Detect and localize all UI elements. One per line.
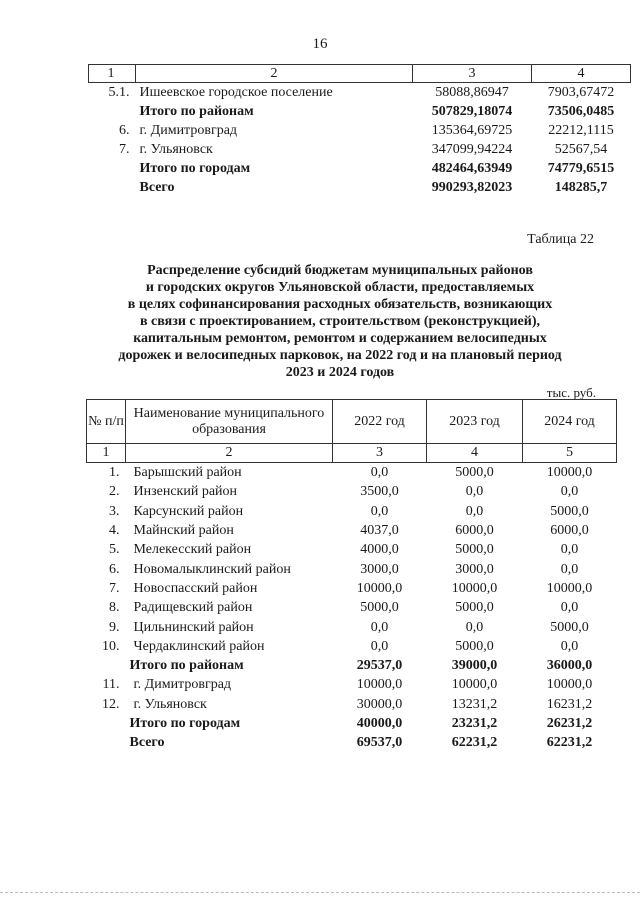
row-number: 6. — [109, 561, 120, 577]
row-name: г. Димитровград — [139, 123, 238, 138]
row-value-2022: 4000,0 — [360, 542, 399, 558]
row-value-col4: 73506,0485 — [547, 104, 615, 119]
row-value-2023: 6000,0 — [455, 523, 494, 539]
table-title — [80, 262, 600, 381]
row-value-2024: 0,0 — [560, 561, 579, 577]
row-number: 3. — [109, 503, 120, 519]
row-name: Цильнинский район — [133, 619, 254, 635]
row-value-2022: 4037,0 — [360, 523, 399, 539]
row-value-2024: 26231,2 — [546, 716, 593, 731]
index-cell: 2 — [126, 444, 333, 463]
row-number: 8. — [109, 600, 120, 616]
row-value-2023: 5000,0 — [455, 542, 494, 558]
row-value-2024: 5000,0 — [550, 503, 589, 519]
table-row — [89, 178, 631, 197]
row-name: Радищевский район — [133, 600, 253, 616]
row-value-2024: 10000,0 — [546, 465, 593, 481]
header-2024: 2024 год — [523, 400, 617, 444]
row-number — [87, 714, 126, 733]
row-number — [89, 102, 136, 121]
header-name: Наименование муниципального образования — [126, 400, 333, 444]
row-number: 4. — [109, 523, 120, 539]
title-line: в целях софинансирования расходных обязательств, возникающих — [127, 297, 553, 312]
subsidy-table-index-row — [87, 444, 617, 463]
row-value-2024: 62231,2 — [546, 735, 593, 751]
index-cell: 4 — [427, 444, 523, 463]
col-index-4: 4 — [532, 65, 631, 83]
row-value-2024: 0,0 — [560, 484, 579, 500]
row-number — [87, 656, 126, 675]
row-number: 6. — [119, 123, 130, 138]
table-row — [87, 617, 617, 636]
table-row — [89, 140, 631, 159]
row-number: 7. — [109, 580, 120, 596]
table-row — [87, 482, 617, 501]
row-value-2024: 36000,0 — [546, 658, 593, 674]
row-name: Итого по районам — [139, 104, 254, 119]
title-line: капитальным ремонтом, ремонтом и содержанием велосипедных — [133, 331, 547, 346]
table-row — [87, 463, 617, 483]
row-number — [89, 159, 136, 178]
page-number: 16 — [312, 36, 328, 52]
row-value-2023: 62231,2 — [451, 735, 498, 751]
title-line: дорожек и велосипедных парковок, на 2022 год и на плановый период — [118, 348, 562, 363]
row-number: 11. — [102, 677, 120, 693]
title-line: Распределение субсидий бюджетам муниципальных районов — [147, 263, 533, 278]
row-value-2023: 10000,0 — [451, 677, 498, 693]
row-name: Инзенский район — [133, 484, 238, 500]
table-row — [87, 540, 617, 559]
row-value-2023: 0,0 — [465, 503, 484, 519]
row-value-2023: 0,0 — [465, 619, 484, 635]
row-value-2022: 30000,0 — [356, 696, 403, 712]
table-row — [87, 714, 617, 733]
row-value-2024: 5000,0 — [550, 619, 589, 635]
subsidy-table-header — [87, 400, 617, 444]
row-value-2023: 3000,0 — [455, 561, 494, 577]
row-value-col3: 135364,69725 — [431, 123, 513, 138]
row-value-col4: 22212,1115 — [548, 123, 614, 138]
row-value-2024: 0,0 — [560, 638, 579, 654]
table-row — [87, 637, 617, 656]
table-row — [87, 695, 617, 714]
row-name: Новоспасский район — [133, 580, 258, 596]
index-cell: 5 — [523, 444, 617, 463]
row-value-2023: 5000,0 — [455, 600, 494, 616]
row-value-2022: 40000,0 — [356, 716, 403, 731]
row-value-2024: 0,0 — [560, 600, 579, 616]
row-value-2023: 0,0 — [465, 484, 484, 500]
table-row — [89, 83, 631, 103]
row-value-2022: 3500,0 — [360, 484, 399, 500]
table-label: Таблица 22 — [527, 232, 594, 247]
row-name: г. Ульяновск — [139, 142, 213, 157]
units-label: тыс. руб. — [546, 385, 596, 400]
row-number: 9. — [109, 619, 120, 635]
row-value-2023: 5000,0 — [455, 465, 494, 481]
row-number: 5.1. — [108, 85, 130, 100]
row-value-2022: 10000,0 — [356, 580, 403, 596]
row-name: Итого по районам — [129, 658, 244, 674]
table-row — [87, 579, 617, 598]
row-number: 2. — [109, 484, 120, 500]
row-value-col3: 58088,86947 — [435, 85, 509, 100]
continuation-table — [88, 64, 631, 197]
table-row — [89, 159, 631, 178]
table-row — [87, 733, 617, 752]
row-value-2023: 39000,0 — [451, 658, 498, 674]
title-line: в связи с проектированием, строительством (реконструкцией), — [140, 314, 540, 329]
table-row — [87, 598, 617, 617]
row-name: Карсунский район — [133, 503, 244, 519]
table-row — [87, 656, 617, 675]
row-value-col3: 482464,63949 — [431, 161, 513, 176]
table-row — [89, 102, 631, 121]
row-value-2022: 0,0 — [370, 465, 389, 481]
title-line: и городских округов Ульяновской области, предоставляемых — [145, 280, 535, 295]
row-name: Майнский район — [133, 523, 234, 539]
row-name: Всего — [129, 735, 165, 751]
page-bottom-edge — [0, 892, 640, 893]
row-name: Новомалыклинский район — [133, 561, 291, 577]
row-value-2023: 10000,0 — [451, 580, 498, 596]
row-name: г. Димитровград — [133, 677, 232, 693]
row-number: 12. — [102, 696, 120, 712]
row-number: 7. — [119, 142, 130, 157]
col-index-2: 2 — [136, 65, 413, 83]
col-index-1: 1 — [89, 65, 136, 83]
table-row — [89, 121, 631, 140]
header-num: № п/п — [87, 400, 126, 444]
row-value-2022: 69537,0 — [356, 735, 403, 751]
row-number: 10. — [102, 638, 120, 654]
table-row — [87, 559, 617, 578]
header-2022: 2022 год — [333, 400, 427, 444]
row-value-col4: 7903,67472 — [547, 85, 615, 100]
table-row — [87, 502, 617, 521]
row-value-2023: 5000,0 — [455, 638, 494, 654]
row-name: Чердаклинский район — [133, 638, 265, 654]
row-name: Всего — [139, 180, 175, 195]
row-name: Итого по городам — [139, 161, 251, 176]
row-value-2024: 6000,0 — [550, 523, 589, 539]
row-value-2023: 23231,2 — [451, 716, 498, 731]
col-index-3: 3 — [413, 65, 532, 83]
row-value-col3: 507829,18074 — [431, 104, 513, 119]
row-number — [89, 178, 136, 197]
row-name: Ишеевское городское поселение — [139, 85, 333, 100]
table-row — [87, 521, 617, 540]
row-value-2022: 10000,0 — [356, 677, 403, 693]
row-number — [87, 733, 126, 752]
row-value-2024: 0,0 — [560, 542, 579, 558]
index-cell: 1 — [87, 444, 126, 463]
continuation-table-header — [89, 65, 631, 83]
row-name: г. Ульяновск — [133, 696, 207, 712]
subsidy-table — [86, 399, 617, 752]
row-name: Итого по городам — [129, 716, 241, 731]
row-value-2022: 29537,0 — [356, 658, 403, 674]
row-number: 1. — [109, 465, 120, 481]
row-name: Мелекесский район — [133, 542, 252, 558]
row-value-2022: 3000,0 — [360, 561, 399, 577]
row-value-col4: 52567,54 — [554, 142, 608, 157]
row-value-2022: 0,0 — [370, 638, 389, 654]
row-value-col4: 148285,7 — [554, 180, 608, 195]
row-value-2024: 16231,2 — [546, 696, 593, 712]
row-value-2022: 5000,0 — [360, 600, 399, 616]
row-number: 5. — [109, 542, 120, 558]
index-cell: 3 — [333, 444, 427, 463]
table-row — [87, 675, 617, 694]
row-value-2023: 13231,2 — [451, 696, 498, 712]
row-value-col3: 347099,94224 — [431, 142, 513, 157]
row-value-2024: 10000,0 — [546, 580, 593, 596]
row-value-2022: 0,0 — [370, 503, 389, 519]
title-line: 2023 и 2024 годов — [285, 365, 395, 380]
row-value-col4: 74779,6515 — [547, 161, 615, 176]
row-value-col3: 990293,82023 — [431, 180, 513, 195]
row-value-2022: 0,0 — [370, 619, 389, 635]
header-2023: 2023 год — [427, 400, 523, 444]
row-name: Барышский район — [133, 465, 242, 481]
row-value-2024: 10000,0 — [546, 677, 593, 693]
